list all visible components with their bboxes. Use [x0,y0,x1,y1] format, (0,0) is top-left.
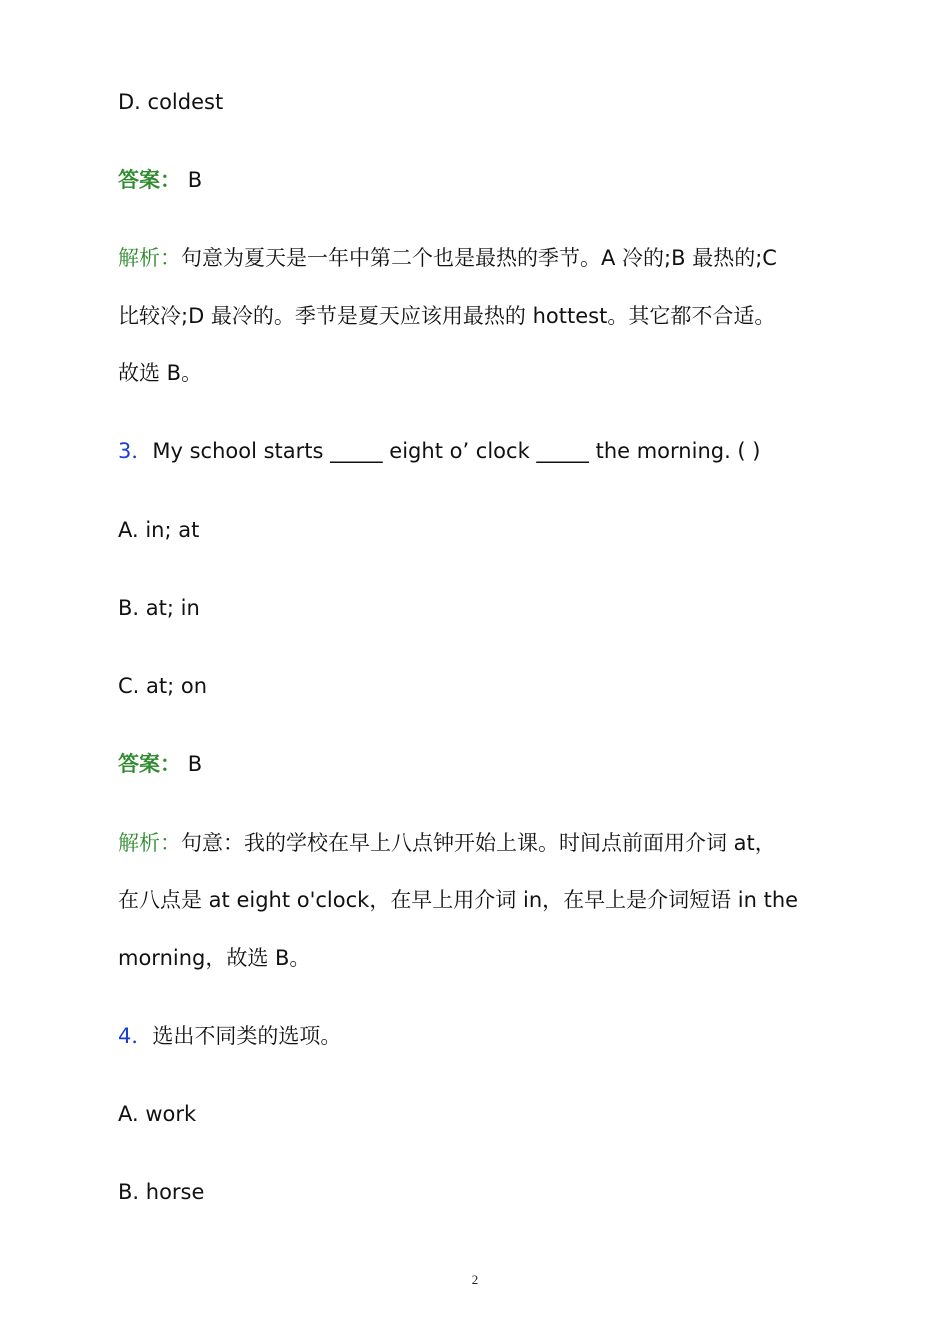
q3-analysis-line-1 [118,828,776,858]
q3-option-b: B. at; in [118,596,200,620]
q2-analysis-line-1 [118,243,777,273]
q4-stem-text: 选出不同类的选项。 [152,1024,342,1048]
q3-stem-text: My school starts _____ eight o’ clock _____ the morning. ( ) [152,439,761,463]
q2-answer-label: 答案： [118,168,181,192]
q3-analysis-line-2: 在八点是 at eight o'clock，在早上用介词 in，在早上是介词短语 in the [118,888,799,912]
q3-number: 3． [118,439,153,463]
q3-analysis-text-1: 句意：我的学校在早上八点钟开始上课。时间点前面用介词 at， [181,831,776,855]
q4-option-b: B. horse [118,1180,205,1204]
q3-option-c: C. at; on [118,674,208,698]
q2-option-d: D. coldest [118,90,224,114]
q2-analysis-line-2: 比较冷;D 最冷的。季节是夏天应该用最热的 hottest。其它都不合适。 [118,304,776,328]
q3-stem [118,436,761,466]
q3-analysis-line-3: morning，故选 B。 [118,946,311,970]
q3-option-a: A. in; at [118,518,200,542]
q4-stem [118,1021,341,1051]
q2-analysis-line-3: 故选 B。 [118,361,203,385]
q3-answer-label: 答案： [118,752,181,776]
q3-answer [118,749,202,779]
q2-analysis-text-1: 句意为夏天是一年中第二个也是最热的季节。A 冷的;B 最热的;C [181,246,777,270]
q4-number: 4． [118,1024,153,1048]
q3-analysis-label: 解析： [118,831,181,855]
q2-answer [118,165,202,195]
q2-analysis-label: 解析： [118,246,181,270]
q2-answer-value: B [187,168,203,192]
page-number: 2 [471,1272,479,1287]
q4-option-a: A. work [118,1102,197,1126]
q3-answer-value: B [187,752,203,776]
